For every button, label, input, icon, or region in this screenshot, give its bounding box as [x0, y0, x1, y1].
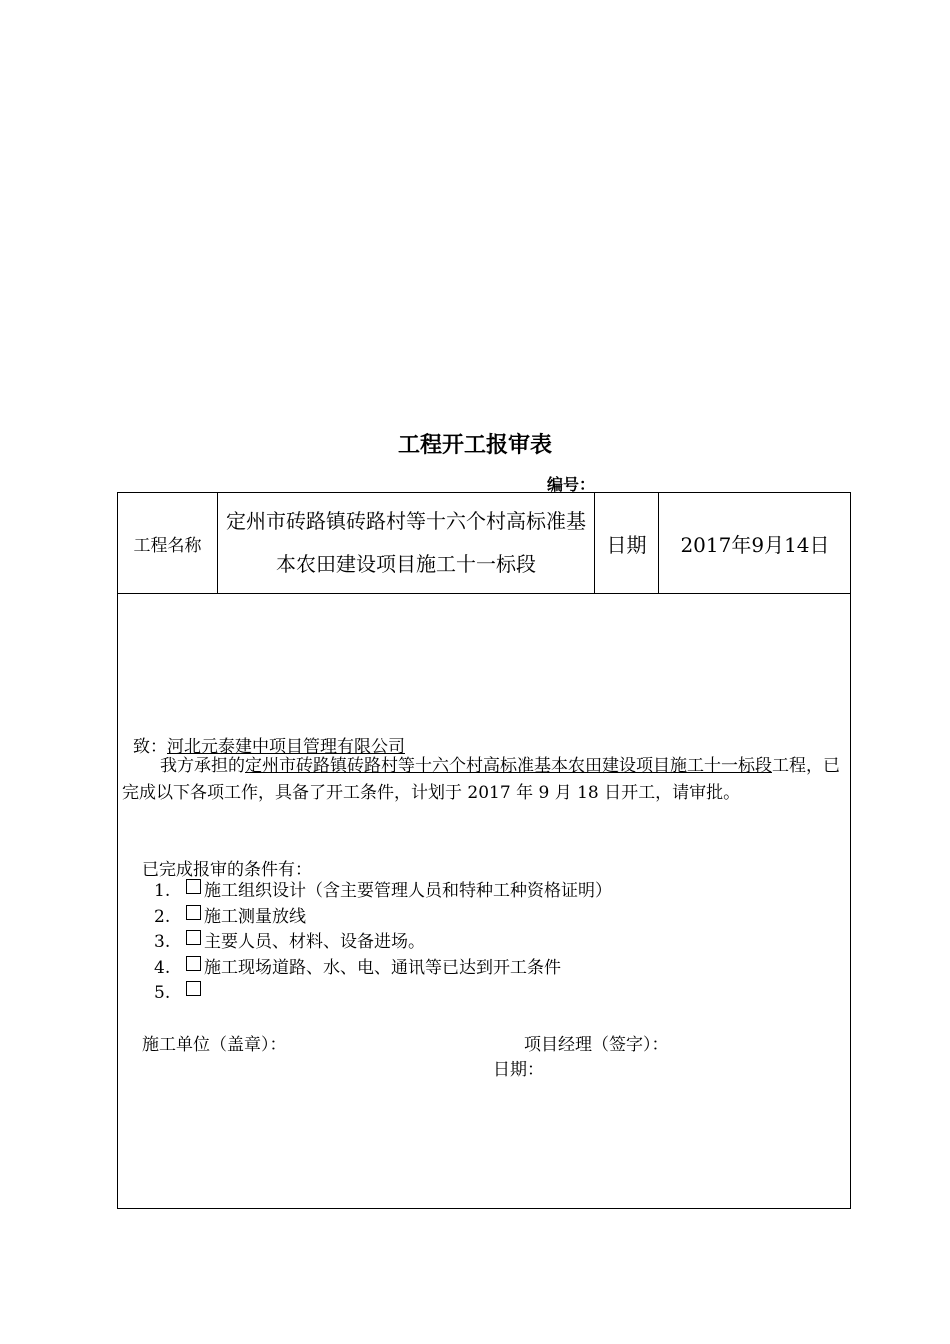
list-item [154, 956, 612, 982]
condition-text: 施工组织设计（含主要管理人员和特种工种资格证明） [204, 881, 612, 901]
intro-prefix: 我方承担的 [160, 756, 245, 776]
list-item [154, 981, 612, 1007]
project-reference: 定州市砖路镇砖路村等十六个村高标准基本农田建设项目施工十一标段 [245, 756, 772, 776]
list-item [154, 930, 612, 956]
signature-date-label: 日期： [493, 1060, 544, 1080]
row-divider [118, 593, 850, 594]
document-title: 工程开工报审表 [397, 433, 552, 458]
contractor-seal-label: 施工单位（盖章）： [142, 1035, 287, 1055]
condition-number: 3. [154, 932, 171, 952]
condition-number: 1. [154, 881, 171, 901]
conditions-list [154, 879, 612, 1007]
date-value: 2017年9月14日 [680, 532, 830, 557]
checkbox[interactable] [186, 930, 201, 945]
to-prefix: 致： [133, 737, 167, 757]
application-form-table [117, 492, 851, 1209]
checkbox[interactable] [186, 905, 201, 920]
list-item [154, 905, 612, 931]
conditions-heading: 已完成报审的条件有： [142, 860, 312, 880]
condition-text: 施工现场道路、水、电、通讯等已达到开工条件 [204, 957, 561, 978]
date-label: 日期 [606, 532, 647, 557]
condition-number: 2. [154, 906, 171, 927]
condition-number: 5. [154, 983, 171, 1003]
condition-number: 4. [154, 957, 171, 978]
project-name-label: 工程名称 [133, 535, 202, 556]
condition-text: 施工测量放线 [204, 906, 306, 927]
intro-suffix: 工程，已完成以下各项工作，具备了开工条件，计划于 2017 年 9 月 18 日开工，请审批。 [122, 756, 840, 803]
recipient-name: 河北元泰建中项目管理有限公司 [167, 737, 405, 757]
condition-text: 主要人员、材料、设备进场。 [204, 932, 425, 952]
checkbox[interactable] [186, 879, 201, 894]
checkbox[interactable] [186, 981, 201, 996]
serial-number-label: 编号： [547, 475, 596, 494]
project-name-value: 定州市砖路镇砖路村等十六个村高标准基本农田建设项目施工十一标段 [226, 509, 586, 576]
checkbox[interactable] [186, 956, 201, 971]
application-paragraph [122, 753, 847, 807]
project-manager-signature-label: 项目经理（签字）： [524, 1035, 669, 1055]
list-item [154, 879, 612, 905]
